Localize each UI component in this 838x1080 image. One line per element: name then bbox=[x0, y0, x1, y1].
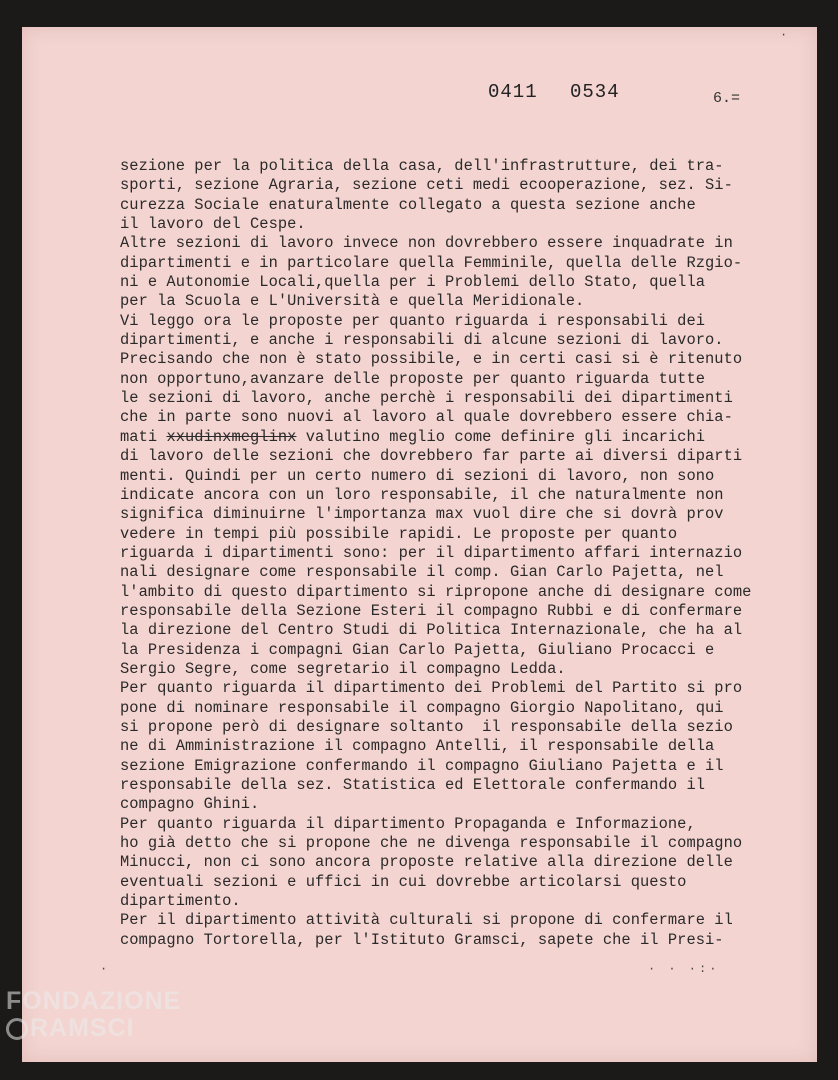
text-line: responsabile della sez. Statistica ed Elettorale confermando il bbox=[120, 776, 706, 794]
text-line: che in parte sono nuovi al lavoro al quale dovrebbero essere chia- bbox=[120, 408, 733, 427]
text-line: riguarda i dipartimenti sono: per il dipartimento affari internazio bbox=[120, 543, 743, 562]
text-line: Altre sezioni di lavoro invece non dovrebbero essere inquadrate in bbox=[120, 234, 733, 253]
corner-mark: · bbox=[780, 28, 788, 42]
text-line: non opportuno,avanzare delle proposte per quanto riguarda tutte bbox=[120, 369, 706, 388]
text-line: Per quanto riguarda il dipartimento Propaganda e Informazione, bbox=[120, 814, 696, 833]
page-number: 6.= bbox=[713, 90, 741, 107]
stray-mark: · bbox=[100, 962, 108, 976]
archive-number-1: 0411 bbox=[488, 81, 538, 103]
text-line: eventuali sezioni e uffici in cui dovrebbe articolarsi questo bbox=[120, 872, 687, 891]
text-line: per la Scuola e L'Università e quella Meridionale. bbox=[120, 292, 585, 311]
text-line: sporti, sezione Agraria, sezione ceti medi ecooperazione, sez. Si- bbox=[120, 176, 733, 195]
text-line: l'ambito di questo dipartimento si ripropone anche di designare come bbox=[120, 582, 752, 601]
text-line: Vi leggo ora le proposte per quanto riguarda i responsabili dei bbox=[120, 311, 706, 330]
text-line bbox=[120, 428, 810, 447]
text-line: menti. Quindi per un certo numero di sezioni di lavoro, non sono bbox=[120, 466, 715, 485]
text-line: le sezioni di lavoro, anche perchè i responsabili dei dipartimenti bbox=[120, 389, 733, 408]
text-line: vedere in tempi più possibile rapidi. Le proposte per quanto bbox=[120, 524, 678, 543]
text-line: la Presidenza i compagni Gian Carlo Pajetta, Giuliano Procacci e bbox=[120, 640, 715, 659]
text-line: di lavoro delle sezioni che dovrebbero far parte ai diversi diparti bbox=[120, 447, 743, 466]
text-line: compagno Tortorella, per l'Istituto Gramsci, sapete che il Presi- bbox=[120, 930, 724, 949]
gramsci-logo-icon bbox=[6, 1018, 28, 1040]
watermark-line-2: RAMSCI bbox=[30, 1014, 135, 1042]
typewritten-text bbox=[120, 157, 810, 950]
text-line: la direzione del Centro Studi di Politica Internazionale, che ha al bbox=[120, 621, 743, 640]
text-line: ne di Amministrazione il compagno Antelli, il responsabile della bbox=[120, 737, 715, 756]
text-line-prefix: mati bbox=[120, 427, 167, 446]
text-line: si propone però di designare soltanto il responsabile della sezio bbox=[120, 717, 733, 736]
text-line: pone di nominare responsabile il compagno Giorgio Napolitano, qui bbox=[120, 698, 724, 717]
text-line: compagno Ghini. bbox=[120, 795, 260, 814]
text-line: Minucci, non ci sono ancora proposte relative alla direzione delle bbox=[120, 853, 733, 872]
fondazione-gramsci-watermark bbox=[6, 988, 181, 1042]
text-line: curezza Sociale enaturalmente collegato a questa sezione anche bbox=[120, 195, 696, 214]
text-line: il lavoro del Cespe. bbox=[120, 215, 306, 234]
text-line: ho già detto che si propone che ne divenga responsabile il compagno bbox=[120, 834, 743, 853]
text-line: dipartimento. bbox=[120, 892, 241, 911]
archive-number-2: 0534 bbox=[570, 81, 620, 103]
text-line: dipartimenti e in particolare quella Femminile, quella delle Rzgio- bbox=[120, 253, 743, 272]
text-line: Precisando che non è stato possibile, e in certi casi si è ritenuto bbox=[120, 350, 743, 369]
text-line: dipartimenti, e anche i responsabili di alcune sezioni di lavoro. bbox=[120, 331, 724, 350]
text-line: sezione Emigrazione confermando il compagno Giuliano Pajetta e il bbox=[120, 756, 724, 775]
struck-out-text: xxudinxmeglinx bbox=[166, 427, 297, 446]
text-line: nali designare come responsabile il comp. Gian Carlo Pajetta, nel bbox=[120, 563, 724, 582]
text-line: Per quanto riguarda il dipartimento dei Problemi del Partito si pro bbox=[120, 679, 743, 698]
text-line: significa diminuirne l'importanza max vuol dire che si dovrà prov bbox=[120, 505, 724, 524]
text-line: sezione per la politica della casa, dell'infrastrutture, dei tra- bbox=[120, 157, 724, 175]
watermark-line-1: FONDAZIONE bbox=[6, 987, 182, 1015]
text-line: indicate ancora con un loro responsabile, il che naturalmente non bbox=[120, 485, 724, 504]
text-line: ni e Autonomie Locali,quella per i Problemi dello Stato, quella bbox=[120, 273, 706, 292]
text-line-suffix: valutino meglio come definire gli incarichi bbox=[296, 427, 706, 446]
text-line: Per il dipartimento attività culturali si propone di confermare il bbox=[120, 911, 733, 930]
text-line: responsabile della Sezione Esteri il compagno Rubbi e di confermare bbox=[120, 601, 743, 620]
text-line: Sergio Segre, come segretario il compagno Ledda. bbox=[120, 659, 566, 678]
stray-mark-right: · · ·:· bbox=[648, 962, 720, 976]
